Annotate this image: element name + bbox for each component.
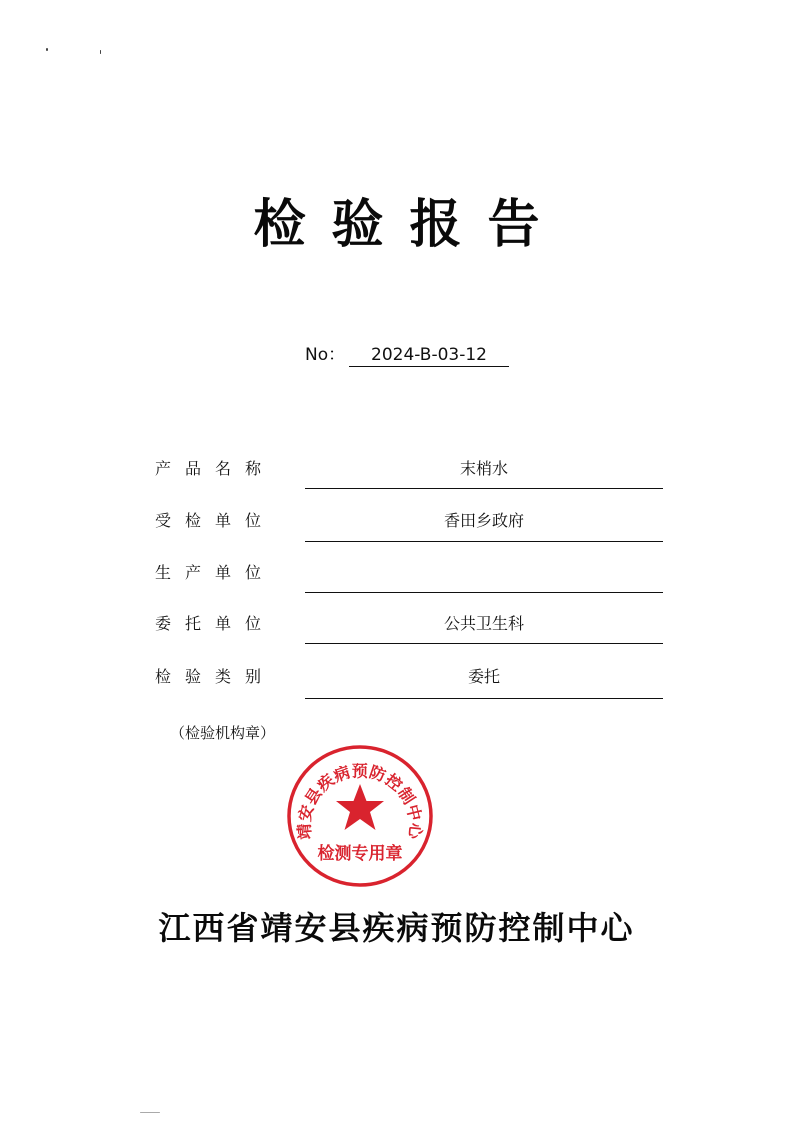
field-underline <box>305 698 663 699</box>
seal-caption: （检验机构章） <box>170 724 276 742</box>
seal-outer-text: 靖安县疾病预防控制中心 <box>294 761 426 841</box>
field-value-inspected-unit: 香田乡政府 <box>443 511 524 530</box>
seal-inner-text: 检测专用章 <box>317 844 403 864</box>
field-underline <box>305 592 663 593</box>
field-label-inspected-unit: 受检单位 <box>155 511 276 530</box>
field-label-manufacturer: 生产单位 <box>155 563 276 582</box>
star-icon <box>336 784 384 830</box>
scan-speck <box>140 1112 160 1113</box>
field-underline <box>305 643 663 644</box>
scan-speck <box>100 50 101 54</box>
field-label-inspection-type: 检验类别 <box>155 667 276 686</box>
report-number <box>305 340 509 367</box>
field-value-client-unit: 公共卫生科 <box>443 614 524 633</box>
issuer-name: 江西省靖安县疾病预防控制中心 <box>158 909 635 947</box>
field-underline <box>305 541 663 542</box>
report-number-value: 2024-B-03-12 <box>349 345 509 367</box>
scan-speck <box>46 48 48 51</box>
field-value-product-name: 末梢水 <box>459 459 508 478</box>
field-label-client-unit: 委托单位 <box>155 614 276 633</box>
field-label-product-name: 产品名称 <box>155 459 276 478</box>
report-number-label: No： <box>305 345 346 365</box>
report-title: 检验报告 <box>253 195 566 255</box>
official-seal <box>284 742 436 890</box>
field-value-inspection-type: 委托 <box>467 667 500 686</box>
field-underline <box>305 488 663 489</box>
